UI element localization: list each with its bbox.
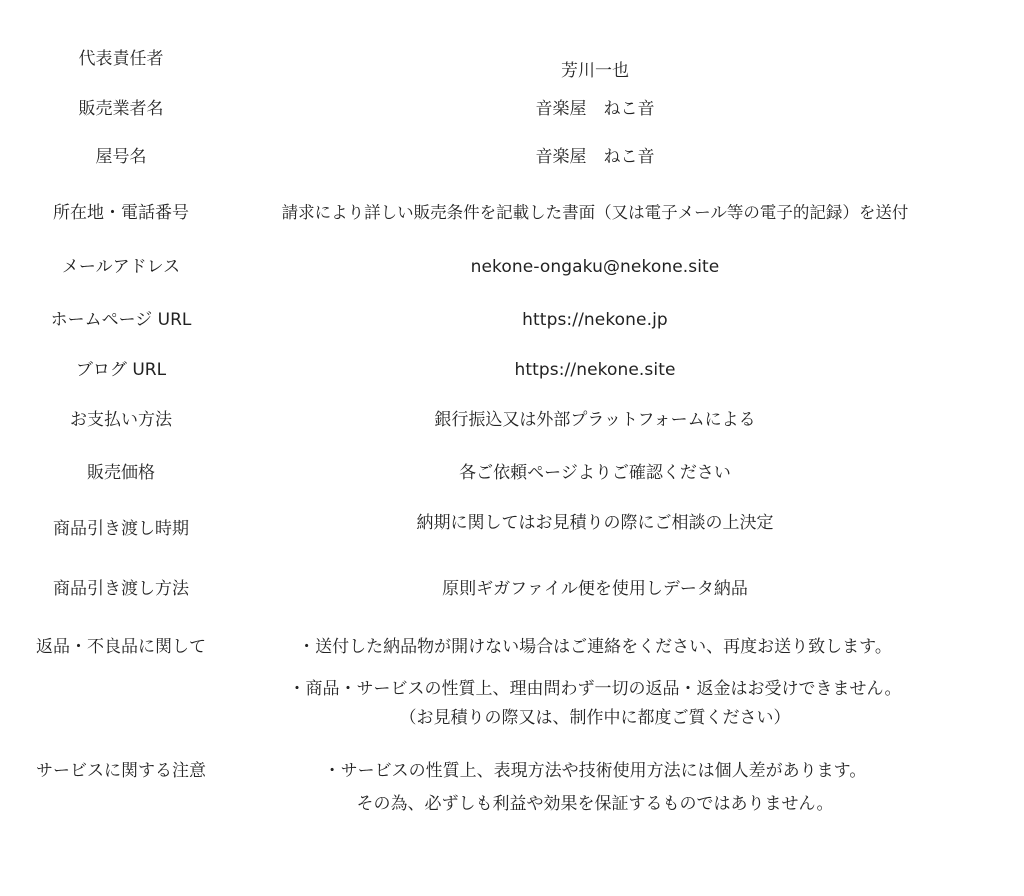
value-email: nekone-ongaku@nekone.site: [470, 257, 720, 277]
value-address-phone: 請求により詳しい販売条件を記載した書面（又は電子メール等の電子的記録）を送付: [281, 203, 909, 222]
label-shop-name: 屋号名: [95, 147, 147, 167]
label-representative: 代表責任者: [78, 49, 164, 69]
value-returns-line-3: （お見積りの際又は、制作中に都度ご質ください）: [399, 708, 791, 728]
value-delivery-method: 原則ギガファイル便を使用しデータ納品: [442, 579, 748, 599]
value-delivery-time: 納期に関してはお見積りの際にご相談の上決定: [416, 513, 774, 533]
label-blog: ブログ URL: [75, 360, 167, 380]
value-blog: https://nekone.site: [514, 360, 676, 380]
value-representative: 芳川一也: [561, 61, 629, 81]
value-returns-line-1: ・送付した納品物が開けない場合はご連絡をください、再度お送り致します。: [298, 637, 892, 657]
label-email: メールアドレス: [61, 257, 181, 277]
value-payment: 銀行振込又は外部プラットフォームによる: [434, 410, 756, 430]
label-price: 販売価格: [87, 463, 155, 483]
value-returns-line-2: ・商品・サービスの性質上、理由問わず一切の返品・返金はお受けできません。: [288, 679, 902, 699]
label-seller-name: 販売業者名: [78, 99, 164, 119]
value-shop-name: 音楽屋 ねこ音: [535, 147, 655, 167]
value-service-notes-line-1: ・サービスの性質上、表現方法や技術使用方法には個人差があります。: [323, 761, 867, 781]
label-payment: お支払い方法: [70, 410, 172, 430]
value-seller-name: 音楽屋 ねこ音: [535, 99, 655, 119]
label-returns: 返品・不良品に関して: [36, 637, 206, 657]
value-service-notes-line-2: その為、必ずしも利益や効果を保証するものではありません。: [356, 794, 834, 814]
value-price: 各ご依頼ページよりご確認ください: [459, 463, 731, 483]
label-delivery-method: 商品引き渡し方法: [53, 579, 189, 599]
label-homepage: ホームページ URL: [50, 310, 192, 330]
label-address-phone: 所在地・電話番号: [53, 203, 189, 223]
label-service-notes: サービスに関する注意: [36, 761, 206, 781]
value-homepage: https://nekone.jp: [522, 310, 668, 330]
label-delivery-time: 商品引き渡し時期: [53, 519, 189, 539]
